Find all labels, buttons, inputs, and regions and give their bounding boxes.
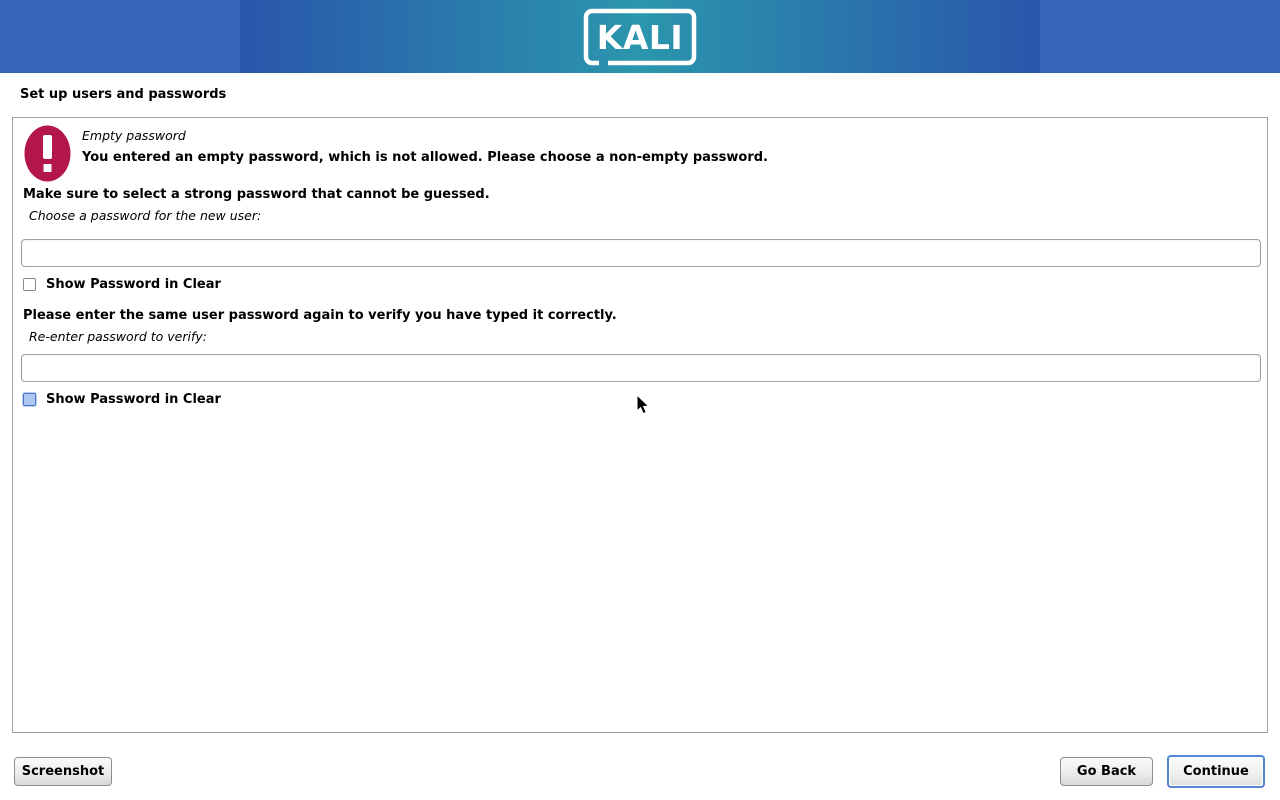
screenshot-button-label: Screenshot [21,764,105,779]
error-alert [24,125,768,182]
continue-button[interactable] [1167,755,1265,788]
kali-logo-icon [582,7,698,67]
screenshot-button[interactable] [14,757,112,786]
kali-logo-text: KALI [596,18,684,57]
go-back-button-label: Go Back [1076,764,1137,779]
error-message: You entered an empty password, which is not allowed. Please choose a non-empty password. [82,150,768,165]
verify-label: Re-enter password to verify: [29,329,207,344]
show-verify-password-checkbox[interactable] [23,393,36,406]
page-title: Set up users and passwords [20,87,227,102]
error-title: Empty password [82,128,186,143]
show-password-checkbox-label: Show Password in Clear [46,277,221,292]
password-label: Choose a password for the new user: [29,208,262,223]
error-exclamation-icon [24,125,71,182]
continue-button-label: Continue [1183,764,1249,779]
verify-password-input[interactable] [21,354,1261,382]
go-back-button[interactable] [1060,757,1153,786]
show-password-checkbox-row[interactable] [23,277,221,292]
show-password-checkbox[interactable] [23,278,36,291]
verify-instruction: Please enter the same user password again to verify you have typed it correctly. [23,308,617,323]
content-panel [12,117,1268,733]
password-input[interactable] [21,239,1261,267]
installer-banner [0,0,1280,73]
show-verify-password-checkbox-label: Show Password in Clear [46,392,221,407]
password-instruction: Make sure to select a strong password that cannot be guessed. [23,187,490,202]
show-verify-password-checkbox-row[interactable] [23,392,221,407]
